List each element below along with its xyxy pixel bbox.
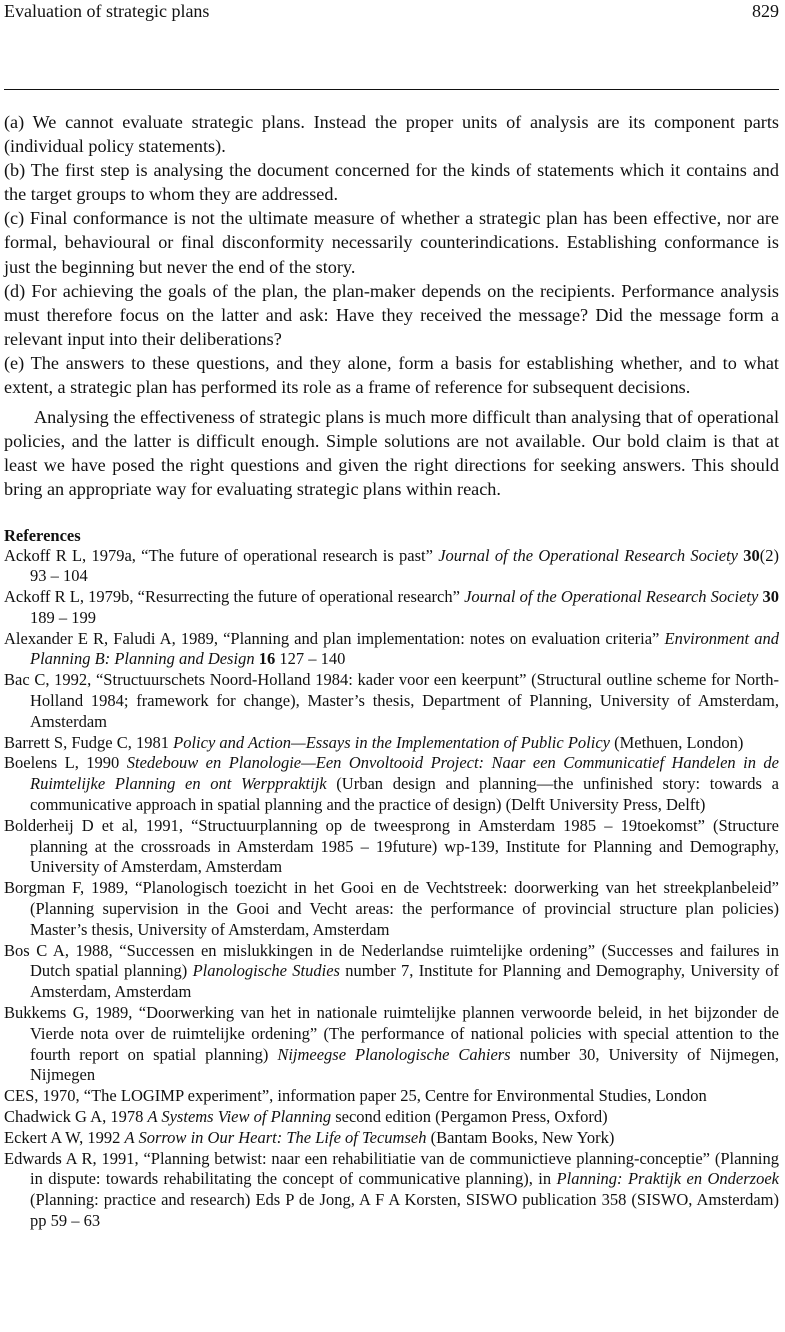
point-c: (c) Final conformance is not the ultimate measure of whether a strategic plan has been effective, nor are formal, behavioural or final disconformity necessarily counterindications. Establishing conformance is just the beginning but never the end of the story.	[4, 208, 779, 277]
reference-entry: Ackoff R L, 1979b, “Resurrecting the future of operational research” Journal of the Operational Research Society 30 189 – 199	[4, 587, 779, 627]
point-d: (d) For achieving the goals of the plan, the plan-maker depends on the recipients. Performance analysis must therefore focus on the latter and ask: Have they received the message? Did the message form a relevant input into their deliberations?	[4, 280, 779, 349]
reference-list	[4, 546, 779, 1232]
running-title: Evaluation of strategic plans	[4, 1, 210, 21]
running-header	[4, 0, 779, 26]
header-rule	[4, 89, 779, 90]
reference-entry: Bukkems G, 1989, “Doorwerking van het in nationale ruimtelijke plannen verwoorde beleid, in het bijzonder de Vierde nota over de ruimtelijke ordening” (The performance of national policies with special attention to the fourth report on spatial planning) Nijmeegse Planologische Cahiers number 30, University of Nijmegen, Nijmegen	[4, 1003, 780, 1085]
point-e: (e) The answers to these questions, and they alone, form a basis for establishing whether, and to what extent, a strategic plan has performed its role as a frame of reference for subsequent decisions.	[4, 352, 779, 398]
reference-entry: Alexander E R, Faludi A, 1989, “Planning and plan implementation: notes on evaluation criteria” Environment and Planning B: Planning and Design 16 127 – 140	[4, 628, 779, 669]
reference-entry: Barrett S, Fudge C, 1981 Policy and Action—Essays in the Implementation of Public Policy (Methuen, London)	[4, 732, 744, 752]
reference-entry: Borgman F, 1989, “Planologisch toezicht in het Gooi en de Vechtstreek: doorwerking van het streekplanbeleid” (Planning supervision in the Gooi and Vecht areas: the performance of provincial structure plan policies) Master’s thesis, University of Amsterdam, Amsterdam	[4, 878, 779, 939]
reference-entry: Boelens L, 1990 Stedebouw en Planologie—Een Onvoltooid Project: Naar een Communicatief Handelen in de Ruimtelijke Planning en ont Werppraktijk (Urban design and planning—the unfinished story: towards a communicative approach in spatial planning and the practice of design) (Delft University Press, Delft)	[4, 753, 779, 815]
page-number: 829	[752, 1, 779, 21]
reference-entry: Bac C, 1992, “Structuurschets Noord-Holland 1984: kader voor een keerpunt” (Structural outline scheme for North-Holland 1984; framework for change), Master’s thesis, Department of Planning, University of Amsterdam, Amsterdam	[4, 670, 779, 731]
reference-entry: Edwards A R, 1991, “Planning betwist: naar een rehabilitiatie van de communictieve planning-conceptie” (Planning in dispute: towards rehabilitating the concept of communicative planning), in Planning: Praktijk en Onderzoek (Planning: practice and research) Eds P de Jong, A F A Korsten, SISWO publication 358 (SISWO, Amsterdam) pp 59 – 63	[4, 1148, 779, 1230]
reference-entry: Bolderheij D et al, 1991, “Structuurplanning op de tweesprong in Amsterdam 1985 – 19toekomst” (Structure planning at the crossroads in Amsterdam 1985 – 19future) wp-139, Institute for Planning and Demography, University of Amsterdam, Amsterdam	[4, 815, 779, 877]
reference-entry: Chadwick G A, 1978 A Systems View of Planning second edition (Pergamon Press, Oxford)	[4, 1107, 608, 1127]
reference-entry: Eckert A W, 1992 A Sorrow in Our Heart: The Life of Tecumseh (Bantam Books, New York)	[4, 1127, 615, 1147]
point-b: (b) The first step is analysing the document concerned for the kinds of statements which it contains and the target groups to whom they are addressed.	[4, 160, 779, 205]
references-heading: References	[4, 525, 81, 545]
reference-entry: Bos C A, 1988, “Successen en mislukkingen in de Nederlandse ruimtelijke ordening” (Successes and failures in Dutch spatial planning) Planologische Studies number 7, Institute for Planning and Demography, University of Amsterdam, Amsterdam	[4, 940, 779, 1002]
reference-entry: Ackoff R L, 1979a, “The future of operational research is past” Journal of the Operational Research Society 30(2) 93 – 104	[4, 545, 780, 586]
point-a: (a) We cannot evaluate strategic plans. Instead the proper units of analysis are its component parts (individual policy statements).	[4, 112, 779, 157]
article-body	[4, 110, 779, 1232]
reference-entry: CES, 1970, “The LOGIMP experiment”, information paper 25, Centre for Environmental Studies, London	[4, 1086, 707, 1106]
conclusion-paragraph: Analysing the effectiveness of strategic plans is much more difficult than analysing that of operational policies, and the latter is difficult enough. Simple solutions are not available. Our bold claim is that at least we have posed the right questions and given the right directions for seeking answers. This should bring an appropriate way for evaluating strategic plans within reach.	[4, 407, 779, 500]
